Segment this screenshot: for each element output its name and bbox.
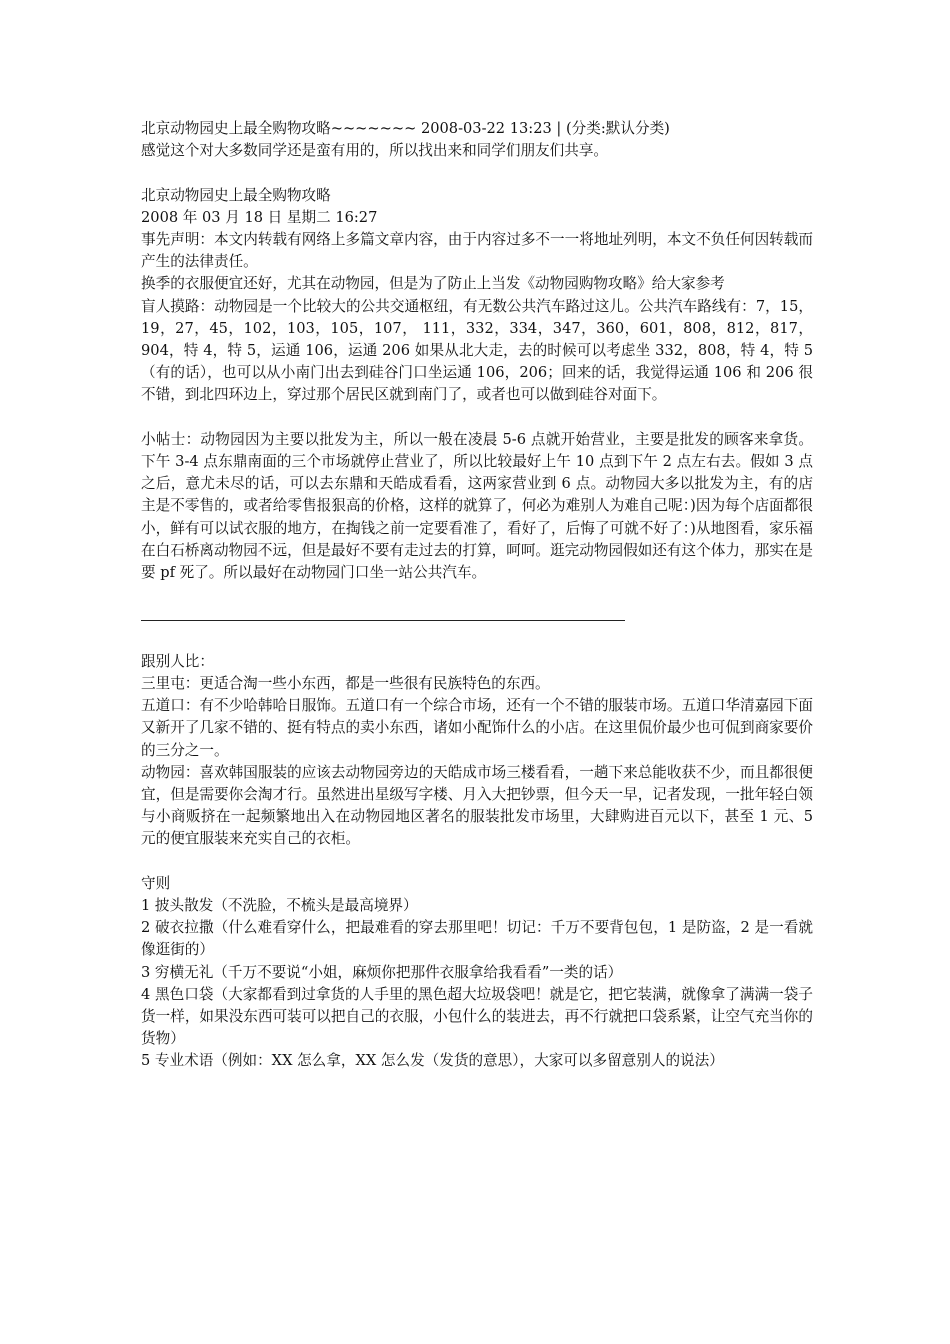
season-paragraph: 换季的衣服便宜还好，尤其在动物园，但是为了防止上当发《动物园购物攻略》给大家参考 — [141, 275, 725, 293]
rules-heading: 守则 — [141, 874, 171, 892]
compare-heading: 跟别人比： — [141, 652, 214, 670]
spacer — [141, 629, 813, 651]
spacer — [141, 584, 813, 606]
document-page — [141, 118, 813, 1073]
spacer — [141, 407, 813, 429]
spacer — [141, 162, 813, 184]
post-title-line: 北京动物园史上最全购物攻略~~~~~~~ 2008-03-22 13:23 | (分类:默认分类) — [141, 120, 670, 137]
rule-item: 2 破衣拉撒（什么难看穿什么，把最难看的穿去那里吧！切记：千万不要背包包，1 是防盗，2 是一看就像逛街的） — [141, 919, 813, 959]
horizontal-divider — [141, 606, 813, 628]
bus-routes-paragraph: 盲人摸路：动物园是一个比较大的公共交通枢纽，有无数公共汽车路过这儿。公共汽车路线有：7，15，19，27，45，102，103，105，107， 111，332，334，347，360，601，808，812，817，904，特 4，特 5，运通 106，运通 206 如果从北大走，去的时候可以考虑坐 332，808，特 4，特 5（有的话），也可以从小南门出去到硅谷门口坐运通 106，206；回来的话，我觉得运通 106 和 206 很不错，到北四环边上，穿过那个居民区就到南门了，或者也可以做到硅谷对面下。 — [141, 297, 813, 404]
disclaimer-paragraph: 事先声明：本文内转载有网络上多篇文章内容，由于内容过多不一一将地址列明，本文不负任何因转载而产生的法律责任。 — [141, 231, 813, 271]
post-intro: 感觉这个对大多数同学还是蛮有用的，所以找出来和同学们朋友们共享。 — [141, 142, 609, 160]
compare-sanlitun: 三里屯：更适合淘一些小东西，都是一些很有民族特色的东西。 — [141, 675, 550, 692]
rule-item: 3 穷横无礼（千万不要说“小姐，麻烦你把那件衣服拿给我看看”一类的话） — [141, 963, 623, 981]
compare-zoo: 动物园：喜欢韩国服装的应该去动物园旁边的天皓成市场三楼看看，一趟下来总能收获不少，而且都很便宜，但是需要你会淘才行。虽然进出星级写字楼、月入大把钞票，但今天一早，记者发现，一批年轻白领与小商贩挤在一起频繁地出入在动物园地区著名的服装批发市场里，大肆购进百元以下，甚至 1 元、5 元的便宜服装来充实自己的衣柜。 — [141, 763, 813, 848]
compare-wudaokou: 五道口：有不少哈韩哈日服饰。五道口有一个综合市场，还有一个不错的服装市场。五道口华清嘉园下面又新开了几家不错的、挺有特点的卖小东西，诸如小配饰什么的小店。在这里侃价最少也可侃到商家要价的三分之一。 — [141, 697, 813, 759]
article-date: 2008 年 03 月 18 日 星期二 16:27 — [141, 208, 378, 226]
spacer — [141, 851, 813, 873]
rule-item: 4 黑色口袋（大家都看到过拿货的人手里的黑色超大垃圾袋吧！就是它，把它装满，就像拿了满满一袋子货一样，如果没东西可装可以把自己的衣服，小包什么的装进去，再不行就把口袋系紧，让空气充当你的货物） — [141, 985, 813, 1048]
rule-item: 1 披头散发（不洗脸，不梳头是最高境界） — [141, 897, 418, 915]
rule-item: 5 专业术语（例如：XX 怎么拿，XX 怎么发（发货的意思），大家可以多留意别人的说法） — [141, 1052, 724, 1070]
tips-paragraph: 小帖士：动物园因为主要以批发为主，所以一般在凌晨 5-6 点就开始营业，主要是批发的顾客来拿货。下午 3-4 点东鼎南面的三个市场就停止营业了，所以比较最好上午 10 点到下午 2 点左右去。假如 3 点之后，意尤未尽的话，可以去东鼎和天皓成看看，这两家营业到 6 点。动物园大多以批发为主，有的店主是不零售的，或者给零售报狠高的价格，这样的就算了，何必为难别人为难自己呢：)因为每个店面都很小，鲜有可以试衣服的地方，在掏钱之前一定要看准了，看好了，后悔了可就不好了：)从地图看，家乐福在白石桥离动物园不远，但是最好不要有走过去的打算，呵呵。逛完动物园假如还有这个体力，那实在是要 pf 死了。所以最好在动物园门口坐一站公共汽车。 — [141, 430, 813, 582]
article-title: 北京动物园史上最全购物攻略 — [141, 186, 331, 204]
